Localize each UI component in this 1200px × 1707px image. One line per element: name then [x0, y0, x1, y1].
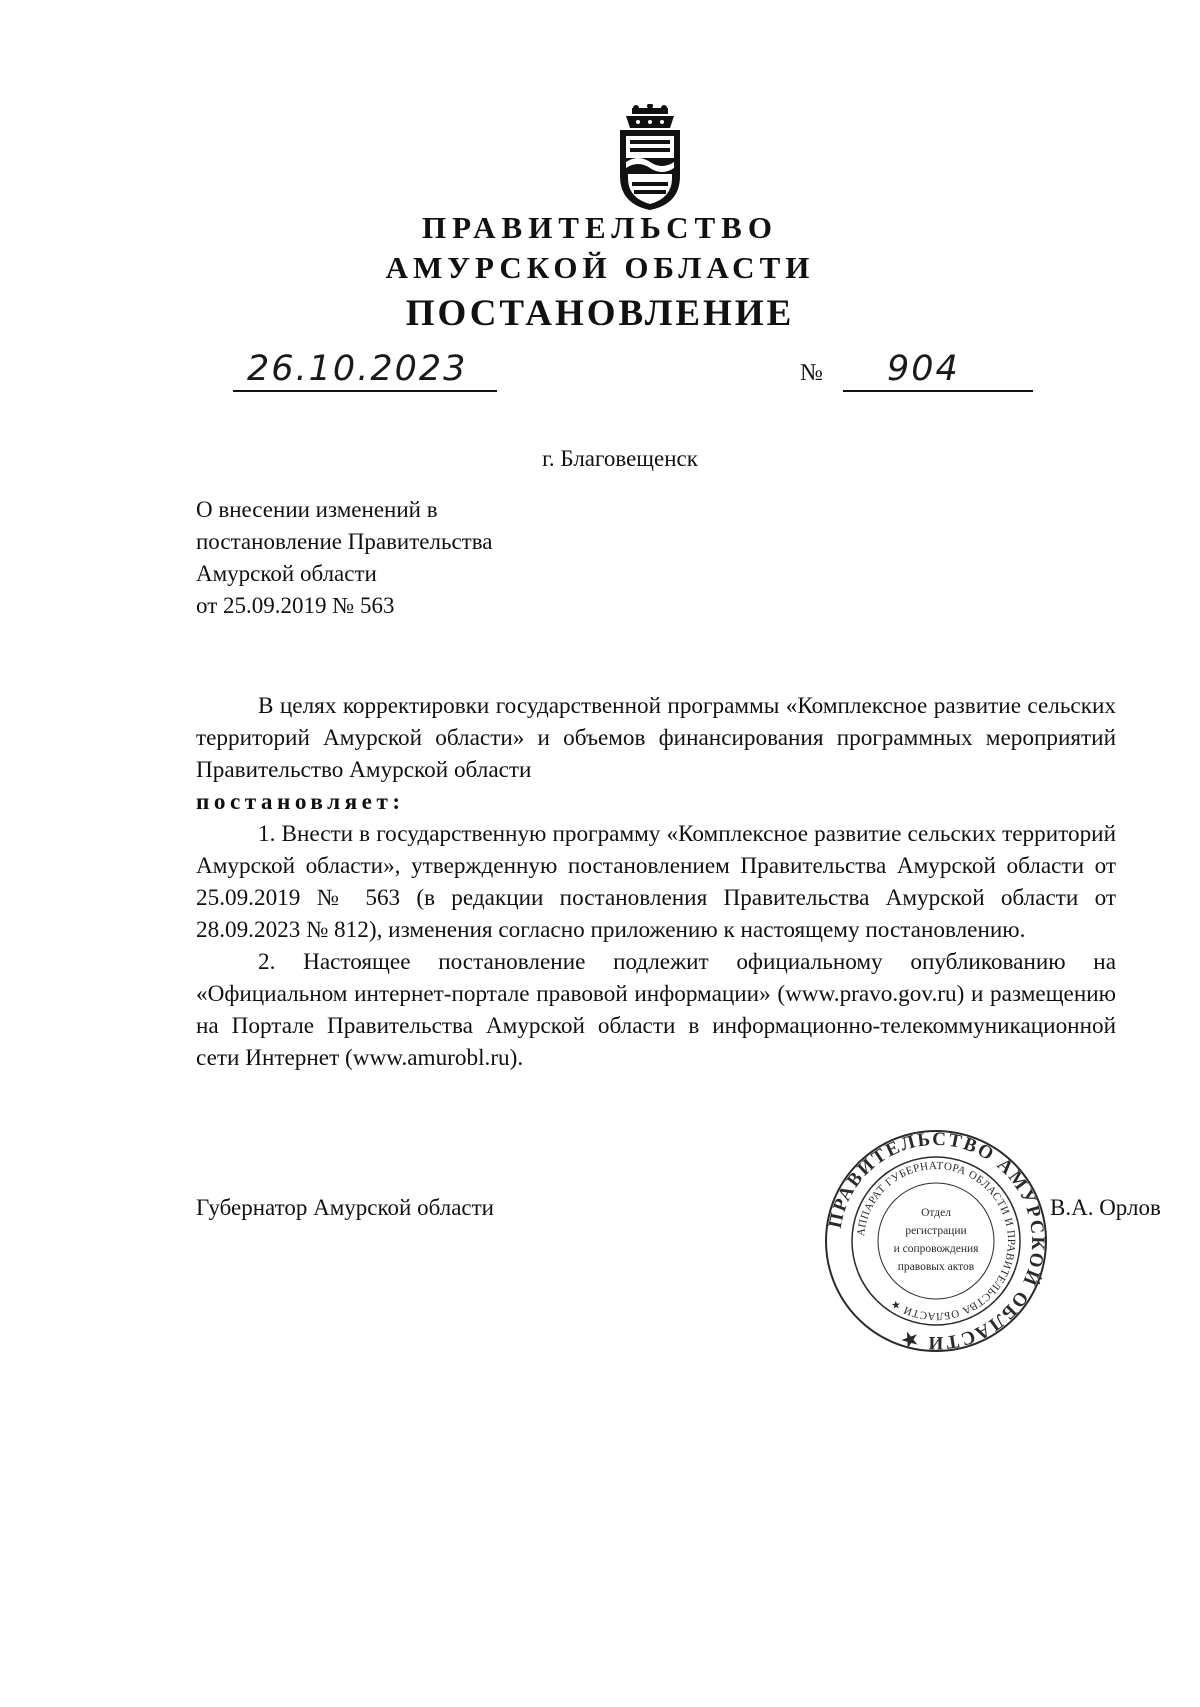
number-sign: №	[800, 360, 823, 386]
subject-line: от 25.09.2019 № 563	[196, 593, 395, 618]
document-body	[196, 690, 1116, 1074]
item-1-paragraph: 1. Внести в государственную программу «Комплексное развитие сельских территорий Амурской области», утвержденную постановлением Правительства Амурской области от 25.09.2019 № 563 (в редакции постановления Правительства Амурской области от 28.09.2023 № 812), изменения согласно приложению к настоящему постановлению.	[196, 821, 1116, 943]
subject-line: постановление Правительства	[196, 529, 493, 554]
document-subject	[196, 494, 616, 622]
subject-line: О внесении изменений в	[196, 497, 438, 522]
city: г. Благовещенск	[542, 446, 698, 471]
document-date: 26.10.2023	[233, 348, 497, 392]
svg-text:ПРАВИТЕЛЬСТВО АМУРСКОЙ ОБЛАСТИ: ПРАВИТЕЛЬСТВО АМУРСКОЙ ОБЛАСТИ ★	[824, 1128, 1049, 1354]
document-number: 904	[843, 348, 1033, 392]
svg-text:регистрации: регистрации	[905, 1225, 967, 1237]
svg-text:правовых актов: правовых актов	[897, 1261, 975, 1273]
signatory-name: В.А. Орлов	[1050, 1195, 1161, 1220]
signatory-title: Губернатор Амурской области	[196, 1195, 494, 1220]
subject-line: Амурской области	[196, 561, 377, 586]
svg-text:АППАРАТ ГУБЕРНАТОРА ОБЛАСТИ И: АППАРАТ ГУБЕРНАТОРА ОБЛАСТИ И ПРАВИТЕЛЬСТВА ОБЛАСТИ ★	[855, 1159, 1018, 1323]
decree-word: постановляет:	[196, 789, 405, 815]
coat-of-arms-icon	[612, 104, 688, 212]
document-type: ПОСТАНОВЛЕНИЕ	[405, 293, 795, 334]
org-name-line2: АМУРСКОЙ ОБЛАСТИ	[385, 250, 815, 285]
intro-paragraph: В целях корректировки государственной программы «Комплексное развитие сельских территорий Амурской области» и объемов финансирования программных мероприятий Правительство Амурской области	[196, 693, 1116, 783]
svg-text:Отдел: Отдел	[921, 1207, 951, 1219]
svg-text:и сопровождения: и сопровождения	[893, 1243, 979, 1255]
org-name-line1: ПРАВИТЕЛЬСТВО	[422, 210, 778, 245]
item-2-paragraph: 2. Настоящее постановление подлежит официальному опубликованию на «Официальном интернет-портале правовой информации» (www.pravo.gov.ru) и размещению на Портале Правительства Амурской области в информационно-телекоммуникационной сети Интернет (www.amurobl.ru).	[196, 949, 1116, 1071]
official-seal-stamp	[823, 1128, 1049, 1354]
